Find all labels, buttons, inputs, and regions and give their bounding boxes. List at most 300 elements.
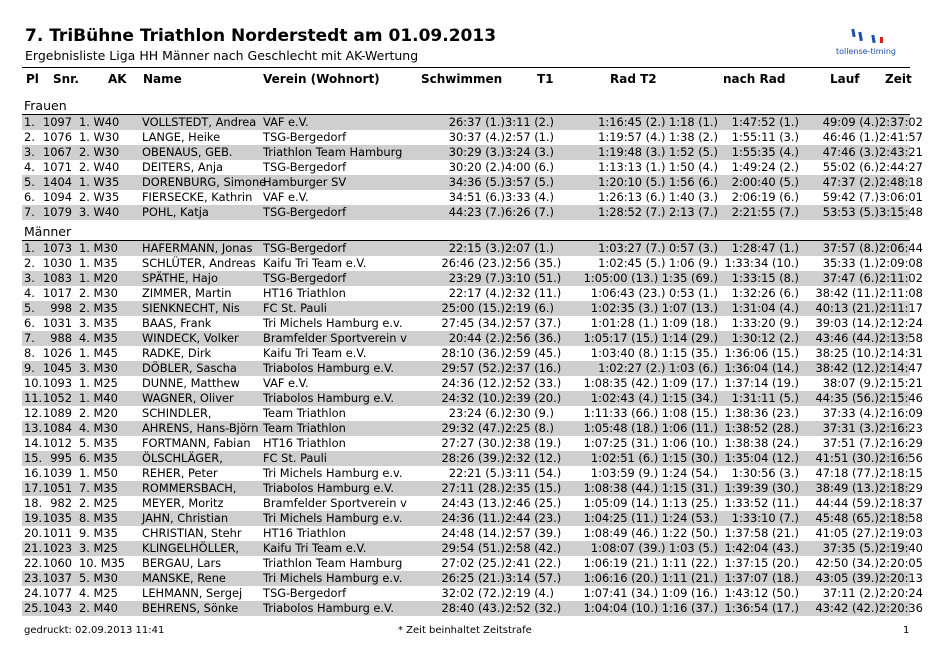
cell-name: FIERSECKE, Kathrin xyxy=(142,190,253,204)
cell-ak: 4. M25 xyxy=(79,586,118,600)
cell-schwimmen: 24:43 (13.) xyxy=(441,496,505,510)
cell-snr: 1079 xyxy=(43,205,72,219)
cell-zeit: 2:16:29 xyxy=(879,436,923,450)
cell-verein: Triabolos Hamburg e.V. xyxy=(263,601,394,615)
cell-lauf: 39:03 (14.) xyxy=(815,316,879,330)
cell-ak: 1. M25 xyxy=(79,376,118,390)
cell-t1: 2:57 (1.) xyxy=(505,130,554,144)
cell-verein: TSG-Bergedorf xyxy=(263,160,347,174)
cell-name: BERGAU, Lars xyxy=(142,556,222,570)
cell-name: VOLLSTEDT, Andrea xyxy=(142,115,257,129)
cell-name: WINDECK, Volker xyxy=(142,331,239,345)
cell-t1: 2:35 (15.) xyxy=(505,481,562,495)
cell-snr: 1097 xyxy=(43,115,72,129)
cell-pl: 13. xyxy=(24,421,43,435)
cell-verein: Team Triathlon xyxy=(263,406,346,420)
cell-rad-t2: 1:28:52 (7.) 2:13 (7.) xyxy=(598,205,718,219)
table-row xyxy=(22,130,923,145)
cell-zeit: 2:14:47 xyxy=(879,361,923,375)
logo-icon xyxy=(850,27,890,45)
cell-pl: 15. xyxy=(24,451,43,465)
cell-ak: 1. W40 xyxy=(79,115,120,129)
cell-ak: 8. M35 xyxy=(79,511,118,525)
cell-t1: 2:07 (1.) xyxy=(505,241,554,255)
cell-pl: 20. xyxy=(24,526,43,540)
cell-t1: 2:56 (35.) xyxy=(505,256,562,270)
cell-nach-rad: 1:36:04 (14.) xyxy=(724,361,799,375)
table-row xyxy=(22,115,923,130)
cell-name: RADKE, Dirk xyxy=(142,346,212,360)
cell-verein: Triabolos Hamburg e.V. xyxy=(263,481,394,495)
cell-name: ZIMMER, Martin xyxy=(142,286,232,300)
cell-zeit: 2:37:02 xyxy=(879,115,923,129)
cell-nach-rad: 2:21:55 (7.) xyxy=(731,205,799,219)
cell-pl: 10. xyxy=(24,376,43,390)
col-schwimmen: Schwimmen xyxy=(421,72,503,86)
cell-snr: 1071 xyxy=(43,160,72,174)
cell-name: ROMMERSBACH, xyxy=(142,481,237,495)
cell-schwimmen: 30:29 (3.) xyxy=(448,145,505,159)
cell-snr: 1051 xyxy=(43,481,72,495)
cell-zeit: 2:19:40 xyxy=(879,541,923,555)
table-row xyxy=(22,586,923,601)
cell-snr: 1030 xyxy=(43,256,72,270)
cell-verein: HT16 Triathlon xyxy=(263,526,346,540)
cell-zeit: 3:15:48 xyxy=(879,205,923,219)
cell-rad-t2: 1:05:00 (13.) 1:35 (69.) xyxy=(583,271,718,285)
cell-pl: 24. xyxy=(24,586,43,600)
cell-ak: 1. W35 xyxy=(79,175,120,189)
cell-lauf: 53:53 (5.) xyxy=(822,205,879,219)
col-lauf: Lauf xyxy=(830,72,860,86)
cell-ak: 3. W40 xyxy=(79,205,120,219)
cell-lauf: 47:37 (2.) xyxy=(822,175,879,189)
cell-snr: 1083 xyxy=(43,271,72,285)
cell-t1: 2:56 (36.) xyxy=(505,331,562,345)
table-row xyxy=(22,466,923,481)
table-row xyxy=(22,571,923,586)
cell-name: DÖBLER, Sascha xyxy=(142,361,237,375)
cell-nach-rad: 1:55:35 (4.) xyxy=(731,145,799,159)
cell-rad-t2: 1:03:59 (9.) 1:24 (54.) xyxy=(590,466,718,480)
cell-rad-t2: 1:05:17 (15.) 1:14 (29.) xyxy=(583,331,718,345)
cell-zeit: 2:18:37 xyxy=(879,496,923,510)
cell-zeit: 2:16:23 xyxy=(879,421,923,435)
cell-pl: 1. xyxy=(24,241,35,255)
cell-pl: 3. xyxy=(24,145,35,159)
cell-zeit: 2:20:13 xyxy=(879,571,923,585)
table-row xyxy=(22,421,923,436)
cell-schwimmen: 27:11 (28.) xyxy=(441,481,505,495)
cell-pl: 23. xyxy=(24,571,43,585)
cell-name: SPÄTHE, Hajo xyxy=(142,271,218,285)
cell-nach-rad: 1:55:11 (3.) xyxy=(731,130,799,144)
cell-lauf: 44:35 (56.) xyxy=(815,391,879,405)
cell-rad-t2: 1:05:48 (18.) 1:06 (11.) xyxy=(583,421,718,435)
cell-zeit: 2:11:08 xyxy=(879,286,923,300)
cell-nach-rad: 1:31:04 (4.) xyxy=(731,301,799,315)
cell-t1: 2:19 (4.) xyxy=(505,586,554,600)
cell-nach-rad: 1:37:58 (21.) xyxy=(724,526,799,540)
cell-t1: 3:11 (2.) xyxy=(505,115,554,129)
cell-ak: 2. M20 xyxy=(79,406,118,420)
cell-name: WAGNER, Oliver xyxy=(142,391,234,405)
cell-t1: 2:39 (20.) xyxy=(505,391,562,405)
cell-name: LANGE, Heike xyxy=(142,130,221,144)
cell-lauf: 35:33 (1.) xyxy=(822,256,879,270)
cell-nach-rad: 1:33:10 (7.) xyxy=(731,511,799,525)
table-row xyxy=(22,496,923,511)
cell-zeit: 2:11:17 xyxy=(879,301,923,315)
cell-verein: VAF e.V. xyxy=(263,190,309,204)
cell-rad-t2: 1:07:41 (34.) 1:09 (16.) xyxy=(583,586,718,600)
cell-ak: 2. M35 xyxy=(79,301,118,315)
cell-rad-t2: 1:04:04 (10.) 1:16 (37.) xyxy=(583,601,718,615)
cell-nach-rad: 1:38:38 (24.) xyxy=(724,436,799,450)
cell-lauf: 38:49 (13.) xyxy=(815,481,879,495)
table-row xyxy=(22,451,923,466)
cell-ak: 1. M20 xyxy=(79,271,118,285)
cell-lauf: 49:09 (4.) xyxy=(822,115,879,129)
cell-zeit: 2:44:27 xyxy=(879,160,923,174)
cell-rad-t2: 1:26:13 (6.) 1:40 (3.) xyxy=(598,190,718,204)
cell-zeit: 2:18:29 xyxy=(879,481,923,495)
cell-verein: Tri Michels Hamburg e.v. xyxy=(263,466,403,480)
cell-name: REHER, Peter xyxy=(142,466,218,480)
cell-zeit: 2:18:15 xyxy=(879,466,923,480)
table-row xyxy=(22,286,923,301)
cell-t1: 2:30 (9.) xyxy=(505,406,554,420)
cell-verein: VAF e.V. xyxy=(263,376,309,390)
cell-schwimmen: 24:36 (12.) xyxy=(441,376,505,390)
cell-snr: 1031 xyxy=(43,316,72,330)
cell-schwimmen: 29:54 (51.) xyxy=(441,541,505,555)
cell-lauf: 40:13 (21.) xyxy=(815,301,879,315)
cell-verein: Triathlon Team Hamburg xyxy=(263,145,403,159)
cell-lauf: 37:31 (3.) xyxy=(822,421,879,435)
cell-zeit: 2:06:44 xyxy=(879,241,923,255)
cell-zeit: 2:41:57 xyxy=(879,130,923,144)
cell-ak: 5. M30 xyxy=(79,571,118,585)
cell-lauf: 47:18 (77.) xyxy=(815,466,879,480)
cell-t1: 2:57 (37.) xyxy=(505,316,562,330)
table-row xyxy=(22,601,923,616)
cell-schwimmen: 22:15 (3.) xyxy=(448,241,505,255)
cell-nach-rad: 1:30:56 (3.) xyxy=(731,466,799,480)
cell-pl: 2. xyxy=(24,130,35,144)
cell-ak: 1. M35 xyxy=(79,256,118,270)
cell-nach-rad: 1:37:07 (18.) xyxy=(724,571,799,585)
cell-snr: 1084 xyxy=(43,421,72,435)
cell-name: BAAS, Frank xyxy=(142,316,212,330)
cell-rad-t2: 1:06:16 (20.) 1:11 (21.) xyxy=(583,571,718,585)
cell-verein: Team Triathlon xyxy=(263,421,346,435)
cell-name: DUNNE, Matthew xyxy=(142,376,240,390)
cell-lauf: 37:33 (4.) xyxy=(822,406,879,420)
cell-snr: 1023 xyxy=(43,541,72,555)
cell-nach-rad: 1:36:06 (15.) xyxy=(724,346,799,360)
page-subtitle: Ergebnisliste Liga HH Männer nach Geschlecht mit AK-Wertung xyxy=(25,48,419,63)
cell-lauf: 37:57 (8.) xyxy=(822,241,879,255)
cell-t1: 3:33 (4.) xyxy=(505,190,554,204)
cell-schwimmen: 27:27 (30.) xyxy=(441,436,505,450)
cell-pl: 3. xyxy=(24,271,35,285)
cell-lauf: 44:44 (59.) xyxy=(815,496,879,510)
cell-pl: 17. xyxy=(24,481,43,495)
cell-name: OBENAUS, GEB. xyxy=(142,145,233,159)
cell-schwimmen: 23:29 (7.) xyxy=(448,271,505,285)
cell-snr: 1073 xyxy=(43,241,72,255)
cell-nach-rad: 1:30:12 (2.) xyxy=(731,331,799,345)
cell-zeit: 2:48:18 xyxy=(879,175,923,189)
cell-verein: Triabolos Hamburg e.V. xyxy=(263,361,394,375)
table-row xyxy=(22,526,923,541)
cell-zeit: 2:20:24 xyxy=(879,586,923,600)
cell-rad-t2: 1:19:48 (3.) 1:52 (5.) xyxy=(598,145,718,159)
footer-printed: gedruckt: 02.09.2013 11:41 xyxy=(24,625,165,636)
cell-snr: 1404 xyxy=(43,175,72,189)
cell-pl: 7. xyxy=(24,331,35,345)
cell-t1: 2:32 (11.) xyxy=(505,286,562,300)
table-row xyxy=(22,391,923,406)
table-row xyxy=(22,256,923,271)
cell-t1: 2:41 (22.) xyxy=(505,556,562,570)
cell-nach-rad: 1:38:36 (23.) xyxy=(724,406,799,420)
cell-rad-t2: 1:08:07 (39.) 1:03 (5.) xyxy=(590,541,718,555)
cell-snr: 1035 xyxy=(43,511,72,525)
cell-verein: Bramfelder Sportverein v xyxy=(263,331,407,345)
col-verein: Verein (Wohnort) xyxy=(263,72,380,86)
col-t1: T1 xyxy=(537,72,554,86)
cell-name: ÖLSCHLÄGER, xyxy=(142,451,223,465)
cell-snr: 1076 xyxy=(43,130,72,144)
cell-nach-rad: 1:37:14 (19.) xyxy=(724,376,799,390)
col-ak: AK xyxy=(108,72,127,86)
table-row xyxy=(22,316,923,331)
cell-rad-t2: 1:08:49 (46.) 1:22 (50.) xyxy=(583,526,718,540)
cell-t1: 3:24 (3.) xyxy=(505,145,554,159)
cell-name: SCHLÜTER, Andreas xyxy=(142,256,256,270)
cell-zeit: 2:15:21 xyxy=(879,376,923,390)
cell-schwimmen: 26:46 (23.) xyxy=(441,256,505,270)
cell-rad-t2: 1:16:45 (2.) 1:18 (1.) xyxy=(598,115,718,129)
cell-pl: 1. xyxy=(24,115,35,129)
cell-lauf: 43:05 (39.) xyxy=(815,571,879,585)
cell-t1: 3:11 (54.) xyxy=(505,466,562,480)
cell-rad-t2: 1:19:57 (4.) 1:38 (2.) xyxy=(598,130,718,144)
cell-rad-t2: 1:08:35 (42.) 1:09 (17.) xyxy=(583,376,718,390)
cell-zeit: 2:20:05 xyxy=(879,556,923,570)
cell-rad-t2: 1:13:13 (1.) 1:50 (4.) xyxy=(598,160,718,174)
cell-zeit: 2:19:03 xyxy=(879,526,923,540)
table-row xyxy=(22,541,923,556)
cell-ak: 1. M50 xyxy=(79,466,118,480)
cell-ak: 2. M25 xyxy=(79,496,118,510)
cell-schwimmen: 44:23 (7.) xyxy=(448,205,505,219)
cell-t1: 3:14 (57.) xyxy=(505,571,562,585)
cell-pl: 12. xyxy=(24,406,43,420)
cell-schwimmen: 30:37 (4.) xyxy=(448,130,505,144)
cell-schwimmen: 34:51 (6.) xyxy=(448,190,505,204)
col-zeit: Zeit xyxy=(885,72,912,86)
cell-snr: 1037 xyxy=(43,571,72,585)
cell-lauf: 38:07 (9.) xyxy=(822,376,879,390)
cell-pl: 5. xyxy=(24,175,35,189)
table-row xyxy=(22,205,923,220)
cell-verein: Hamburger SV xyxy=(263,175,347,189)
col-pl: Pl xyxy=(26,72,39,86)
cell-schwimmen: 24:48 (14.) xyxy=(441,526,505,540)
cell-name: KLINGELHÖLLER, xyxy=(142,541,240,555)
header-divider xyxy=(22,67,910,68)
cell-schwimmen: 22:17 (4.) xyxy=(448,286,505,300)
cell-rad-t2: 1:03:40 (8.) 1:15 (35.) xyxy=(590,346,718,360)
cell-zeit: 2:15:46 xyxy=(879,391,923,405)
cell-rad-t2: 1:08:38 (44.) 1:15 (31.) xyxy=(583,481,718,495)
table-row xyxy=(22,271,923,286)
table-row xyxy=(22,406,923,421)
cell-name: HAFERMANN, Jonas xyxy=(142,241,253,255)
cell-schwimmen: 27:45 (34.) xyxy=(441,316,505,330)
cell-schwimmen: 30:20 (2.) xyxy=(448,160,505,174)
cell-name: SIENKNECHT, Nis xyxy=(142,301,240,315)
cell-ak: 3. M35 xyxy=(79,316,118,330)
cell-ak: 2. M30 xyxy=(79,286,118,300)
cell-zeit: 2:43:21 xyxy=(879,145,923,159)
cell-nach-rad: 1:47:52 (1.) xyxy=(731,115,799,129)
cell-ak: 1. M40 xyxy=(79,391,118,405)
cell-snr: 1077 xyxy=(43,586,72,600)
cell-zeit: 2:20:36 xyxy=(879,601,923,615)
cell-ak: 3. M25 xyxy=(79,541,118,555)
cell-ak: 1. M45 xyxy=(79,346,118,360)
cell-ak: 3. M30 xyxy=(79,361,118,375)
table-row xyxy=(22,145,923,160)
table-row xyxy=(22,556,923,571)
col-nach-rad: nach Rad xyxy=(723,72,786,86)
cell-schwimmen: 24:36 (11.) xyxy=(441,511,505,525)
cell-ak: 4. M30 xyxy=(79,421,118,435)
table-row xyxy=(22,376,923,391)
cell-nach-rad: 1:28:47 (1.) xyxy=(731,241,799,255)
cell-pl: 2. xyxy=(24,256,35,270)
cell-ak: 2. W30 xyxy=(79,145,120,159)
cell-nach-rad: 1:33:52 (11.) xyxy=(724,496,799,510)
cell-verein: Triabolos Hamburg e.V. xyxy=(263,391,394,405)
cell-nach-rad: 1:35:04 (12.) xyxy=(724,451,799,465)
cell-schwimmen: 27:02 (25.) xyxy=(441,556,505,570)
cell-verein: Kaifu Tri Team e.V. xyxy=(263,256,367,270)
cell-t1: 2:59 (45.) xyxy=(505,346,562,360)
cell-t1: 2:19 (6.) xyxy=(505,301,554,315)
cell-lauf: 42:50 (34.) xyxy=(815,556,879,570)
cell-nach-rad: 1:33:20 (9.) xyxy=(731,316,799,330)
cell-rad-t2: 1:02:35 (3.) 1:07 (13.) xyxy=(590,301,718,315)
cell-name: SCHINDLER, xyxy=(142,406,212,420)
cell-schwimmen: 23:24 (6.) xyxy=(448,406,505,420)
cell-schwimmen: 25:00 (15.) xyxy=(441,301,505,315)
cell-t1: 2:58 (42.) xyxy=(505,541,562,555)
cell-lauf: 37:47 (6.) xyxy=(822,271,879,285)
cell-rad-t2: 1:04:25 (11.) 1:24 (53.) xyxy=(583,511,718,525)
table-row xyxy=(22,241,923,256)
cell-nach-rad: 1:32:26 (6.) xyxy=(731,286,799,300)
cell-pl: 14. xyxy=(24,436,43,450)
cell-ak: 7. M35 xyxy=(79,481,118,495)
cell-snr: 1094 xyxy=(43,190,72,204)
cell-lauf: 37:35 (5.) xyxy=(822,541,879,555)
cell-t1: 4:00 (6.) xyxy=(505,160,554,174)
cell-lauf: 38:42 (11.) xyxy=(815,286,879,300)
cell-ak: 1. W30 xyxy=(79,130,120,144)
cell-lauf: 38:25 (10.) xyxy=(815,346,879,360)
logo-text: tollense-timing xyxy=(836,47,896,56)
cell-lauf: 41:51 (30.) xyxy=(815,451,879,465)
section-label: Männer xyxy=(24,224,72,239)
cell-pl: 22. xyxy=(24,556,43,570)
cell-snr: 1060 xyxy=(43,556,72,570)
cell-rad-t2: 1:03:27 (7.) 0:57 (3.) xyxy=(598,241,718,255)
cell-verein: FC St. Pauli xyxy=(263,301,327,315)
cell-verein: TSG-Bergedorf xyxy=(263,205,347,219)
cell-snr: 995 xyxy=(50,451,72,465)
cell-t1: 2:25 (8.) xyxy=(505,421,554,435)
cell-snr: 1026 xyxy=(43,346,72,360)
cell-lauf: 41:05 (27.) xyxy=(815,526,879,540)
cell-verein: TSG-Bergedorf xyxy=(263,586,347,600)
cell-verein: Tri Michels Hamburg e.v. xyxy=(263,511,403,525)
cell-snr: 1089 xyxy=(43,406,72,420)
cell-verein: Triathlon Team Hamburg xyxy=(263,556,403,570)
cell-lauf: 45:48 (65.) xyxy=(815,511,879,525)
cell-verein: Kaifu Tri Team e.V. xyxy=(263,346,367,360)
footer-note: * Zeit beinhaltet Zeitstrafe xyxy=(398,625,532,636)
cell-pl: 5. xyxy=(24,301,35,315)
cell-rad-t2: 1:02:45 (5.) 1:06 (9.) xyxy=(598,256,718,270)
cell-lauf: 47:46 (3.) xyxy=(822,145,879,159)
tollense-timing-logo xyxy=(836,27,912,63)
col-name: Name xyxy=(143,72,182,86)
cell-rad-t2: 1:11:33 (66.) 1:08 (15.) xyxy=(583,406,718,420)
cell-lauf: 59:42 (7.) xyxy=(822,190,879,204)
cell-name: BEHRENS, Sönke xyxy=(142,601,239,615)
cell-t1: 2:37 (16.) xyxy=(505,361,562,375)
cell-rad-t2: 1:06:19 (21.) 1:11 (22.) xyxy=(583,556,718,570)
cell-snr: 1052 xyxy=(43,391,72,405)
cell-ak: 1. M30 xyxy=(79,241,118,255)
cell-pl: 8. xyxy=(24,346,35,360)
cell-snr: 982 xyxy=(50,496,72,510)
page-title: 7. TriBühne Triathlon Norderstedt am 01.09.2013 xyxy=(25,26,497,46)
cell-name: AHRENS, Hans-Björn xyxy=(142,421,259,435)
cell-pl: 11. xyxy=(24,391,43,405)
cell-schwimmen: 28:26 (39.) xyxy=(441,451,505,465)
cell-t1: 3:57 (5.) xyxy=(505,175,554,189)
cell-pl: 7. xyxy=(24,205,35,219)
cell-name: MANSKE, Rene xyxy=(142,571,226,585)
cell-name: CHRISTIAN, Stehr xyxy=(142,526,242,540)
cell-schwimmen: 26:37 (1.) xyxy=(448,115,505,129)
cell-schwimmen: 22:21 (5.) xyxy=(448,466,505,480)
cell-pl: 6. xyxy=(24,190,35,204)
cell-rad-t2: 1:02:51 (6.) 1:15 (30.) xyxy=(590,451,718,465)
cell-t1: 2:38 (19.) xyxy=(505,436,562,450)
cell-snr: 1043 xyxy=(43,601,72,615)
cell-schwimmen: 20:44 (2.) xyxy=(448,331,505,345)
cell-schwimmen: 34:36 (5.) xyxy=(448,175,505,189)
col-snr: Snr. xyxy=(53,72,79,86)
cell-t1: 3:10 (51.) xyxy=(505,271,562,285)
